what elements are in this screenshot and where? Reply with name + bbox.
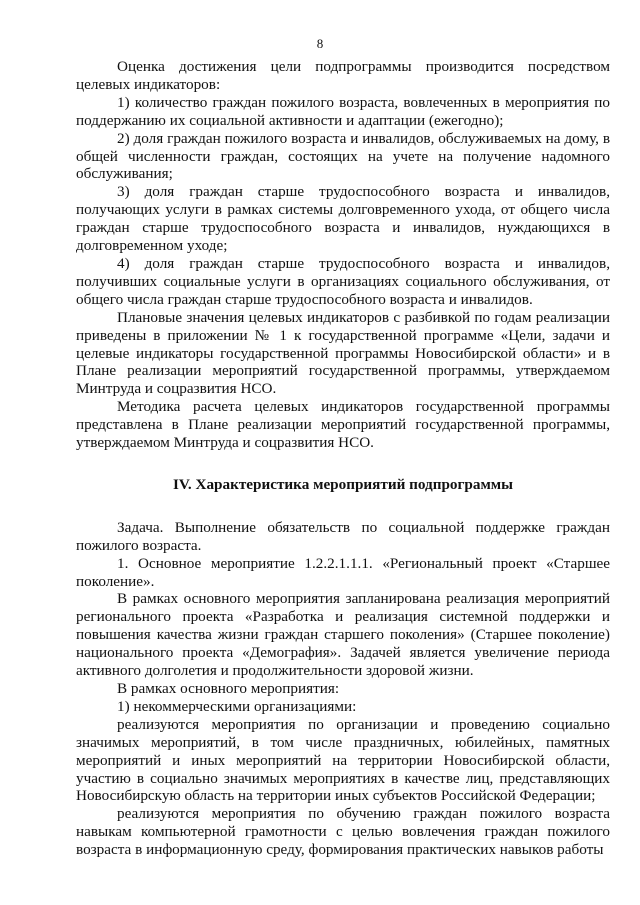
paragraph: В рамках основного мероприятия запланирована реализация мероприятий регионального проекта «Разработка и реализация системной поддержки и повышения качества жизни граждан старшего поколения» (Старшее поколение) национального проекта «Демография». Задачей является увеличение периода активного долголетия и продолжительности здоровой жизни. bbox=[76, 590, 610, 680]
paragraph: 1) количество граждан пожилого возраста, вовлеченных в мероприятия по поддержанию их социальной активности и адаптации (ежегодно); bbox=[76, 93, 610, 129]
paragraph: Методика расчета целевых индикаторов государственной программы представлена в Плане реализации мероприятий государственной программы, утверждаемом Минтруда и соцразвития НСО. bbox=[76, 398, 610, 452]
page-number: 8 bbox=[316, 36, 324, 51]
paragraph: реализуются мероприятия по организации и проведению социально значимых мероприятий, в том числе праздничных, юбилейных, памятных мероприятий и иных мероприятий на территории Новосибирской области, участию в социально значимых мероприятиях в качестве лиц, представляющих Новосибирскую область на территории иных субъектов Российской Федерации; bbox=[76, 715, 610, 805]
paragraph: 3) доля граждан старше трудоспособного возраста и инвалидов, получающих услуги в рамках системы долговременного ухода, от общего числа граждан старше трудоспособного возраста и инвалидов, нуждающихся в долговременном уходе; bbox=[76, 183, 610, 255]
paragraph: 4) доля граждан старше трудоспособного возраста и инвалидов, получивших социальные услуги в организациях социального обслуживания, от общего числа граждан старше трудоспособного возраста и инвалидов. bbox=[76, 254, 610, 308]
paragraph: Плановые значения целевых индикаторов с разбивкой по годам реализации приведены в приложении № 1 к государственной программе «Цели, задачи и целевые индикаторы государственной программы Новосибирской области» и в Плане реализации мероприятий государственной программы, утверждаемом Минтруда и соцразвития НСО. bbox=[76, 308, 610, 398]
paragraph: реализуются мероприятия по обучению граждан пожилого возраста навыкам компьютерной грамотности с целью вовлечения граждан пожилого возраста в информационную среду, формирования практических навыков работы bbox=[76, 805, 610, 859]
paragraph: Задача. Выполнение обязательств по социальной поддержке граждан пожилого возраста. bbox=[76, 518, 610, 554]
paragraph: В рамках основного мероприятия: bbox=[117, 680, 340, 697]
paragraph: 2) доля граждан пожилого возраста и инвалидов, обслуживаемых на дому, в общей численности граждан, состоящих на учете на получение надомного обслуживания; bbox=[76, 129, 610, 183]
paragraph: 1) некоммерческими организациями: bbox=[117, 697, 357, 715]
paragraph: 1. Основное мероприятие 1.2.2.1.1.1. «Региональный проект «Старшее поколение». bbox=[76, 554, 610, 590]
section-heading: IV. Характеристика мероприятий подпрограммы bbox=[172, 475, 514, 493]
document-body bbox=[76, 58, 610, 859]
paragraph: Оценка достижения цели подпрограммы производится посредством целевых индикаторов: bbox=[76, 58, 610, 93]
